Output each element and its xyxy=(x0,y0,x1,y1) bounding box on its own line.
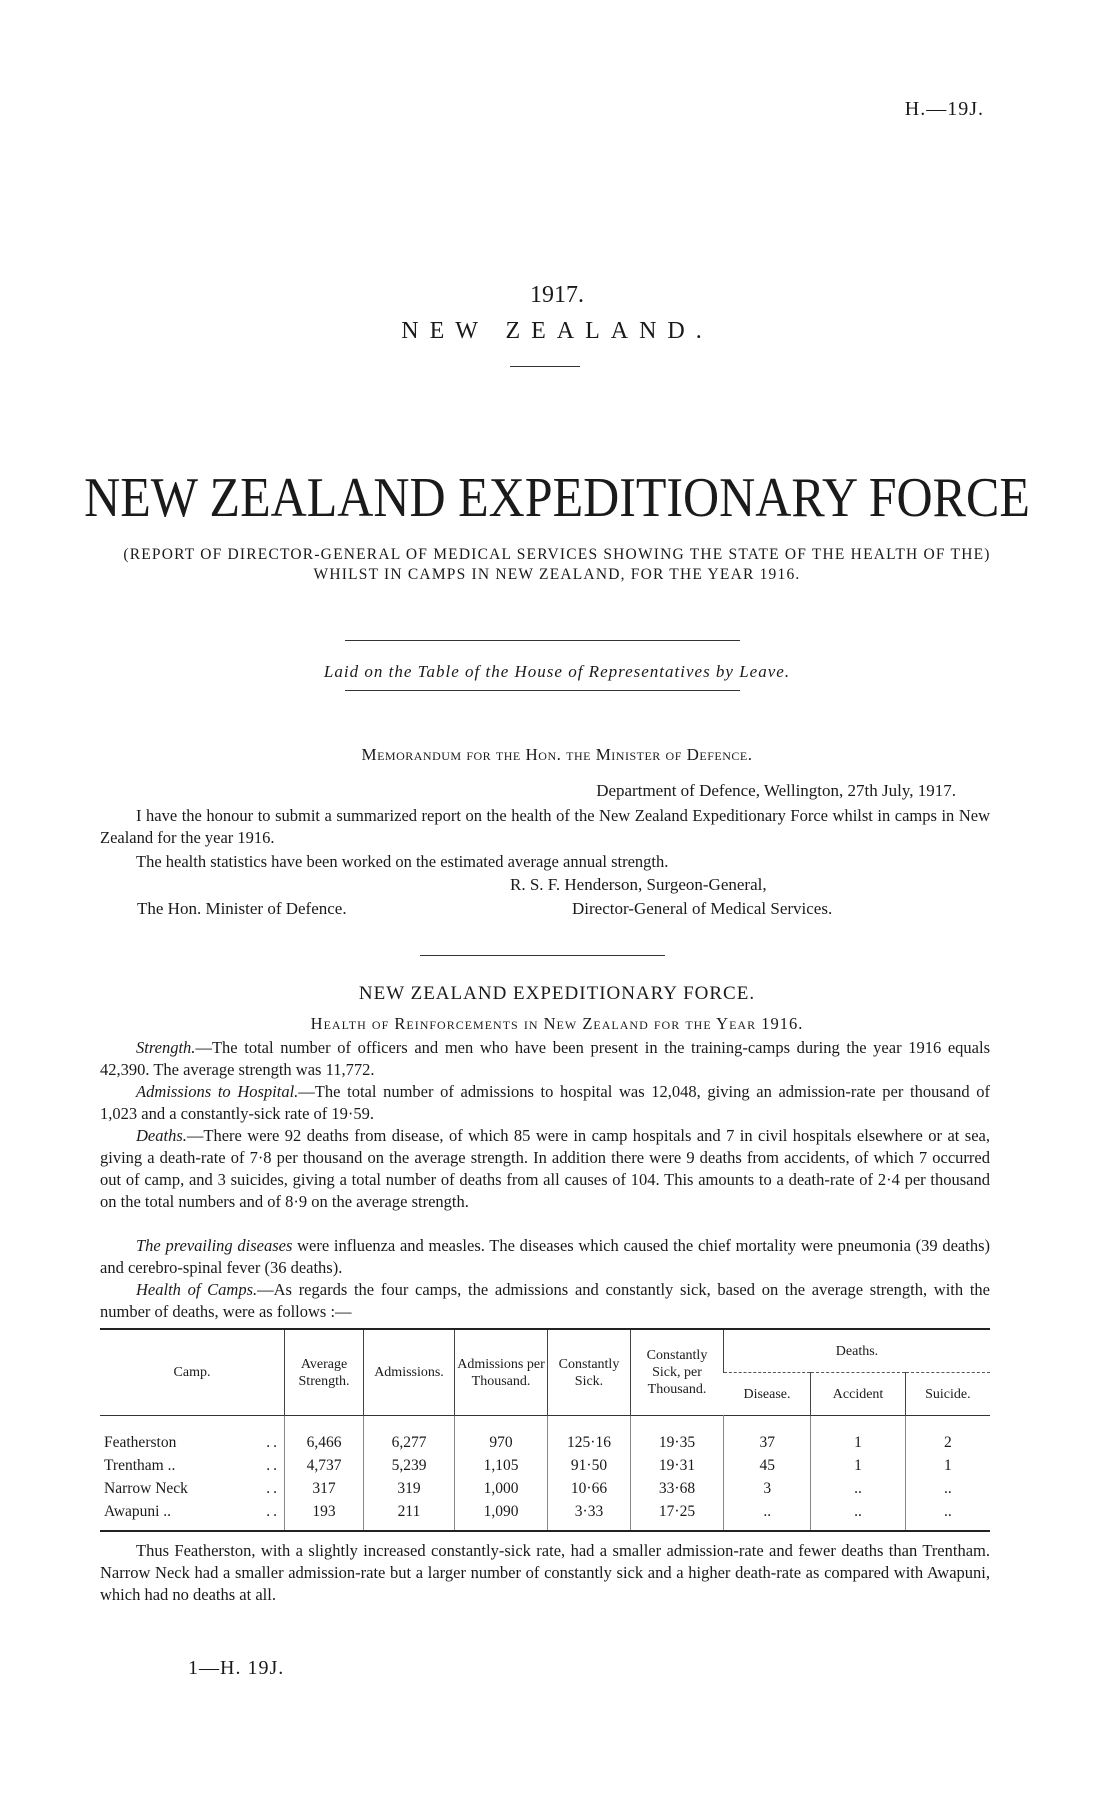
header-sick-per-thousand: Constantly Sick, per Thousand. xyxy=(631,1329,724,1416)
cell-admissions: 211 xyxy=(364,1500,455,1531)
cell-deaths-suicide: .. xyxy=(905,1500,990,1531)
section-title: NEW ZEALAND EXPEDITIONARY FORCE. xyxy=(358,983,756,1004)
memo-dateline: Department of Defence, Wellington, 27th July, 1917. xyxy=(596,781,956,800)
cell-sick-per-thousand: 19·35 xyxy=(631,1416,724,1455)
cell-admissions-per-thousand: 970 xyxy=(455,1416,548,1455)
cell-deaths-disease: 37 xyxy=(724,1416,811,1455)
memo-signature: R. S. F. Henderson, Surgeon-General, xyxy=(510,875,767,894)
header-deaths: Deaths. xyxy=(724,1329,991,1373)
camp-name: Awapuni .. xyxy=(104,1503,172,1520)
section-subtitle: Health of Reinforcements in New Zealand for the Year 1916. xyxy=(310,1014,804,1033)
cell-constantly-sick: 3·33 xyxy=(548,1500,631,1531)
table-row xyxy=(100,1500,990,1531)
deaths-label: Deaths. xyxy=(136,1126,187,1145)
header-constantly-sick: Constantly Sick. xyxy=(548,1329,631,1416)
leader-dots: .. xyxy=(266,1503,280,1520)
admissions-label: Admissions to Hospital. xyxy=(136,1082,299,1101)
cell-deaths-disease: 45 xyxy=(724,1454,811,1477)
cell-sick-per-thousand: 17·25 xyxy=(631,1500,724,1531)
cell-deaths-suicide: 1 xyxy=(905,1454,990,1477)
memo-paragraph: I have the honour to submit a summarized report on the health of the New Zealand Expeditionary Force whilst in camps in New Zealand for the year 1916. xyxy=(100,806,990,847)
header-admissions: Admissions. xyxy=(364,1329,455,1416)
cell-admissions: 5,239 xyxy=(364,1454,455,1477)
diseases-text: were influenza and measles. The diseases which caused the chief mortality were pneumonia (39 deaths) and cerebro-spinal fever (36 deaths). xyxy=(100,1236,990,1277)
cell-average-strength: 6,466 xyxy=(285,1416,364,1455)
divider xyxy=(420,955,665,956)
country-heading: NEW ZEALAND. xyxy=(401,318,713,344)
divider xyxy=(345,690,740,691)
camps-label: Health of Camps. xyxy=(136,1280,258,1299)
cell-constantly-sick: 10·66 xyxy=(548,1477,631,1500)
deaths-text: —There were 92 deaths from disease, of which 85 were in camp hospitals and 7 in civil hospitals elsewhere or at sea, giving a death-rate of 7·8 per thousand on the average strength. In addition there were 9 deaths from accidents, of which 7 occurred out of camp, and 3 suicides, giving a total number of deaths from all causes of 104. This amounts to a death-rate of 2·4 per thousand on the total numbers and of 8·9 on the average strength. xyxy=(100,1126,990,1211)
header-camp: Camp. xyxy=(173,1365,211,1380)
cell-average-strength: 317 xyxy=(285,1477,364,1500)
divider xyxy=(510,366,580,367)
camp-health-table xyxy=(100,1328,990,1532)
cell-deaths-disease: 3 xyxy=(724,1477,811,1500)
cell-deaths-disease: .. xyxy=(724,1500,811,1531)
cell-sick-per-thousand: 19·31 xyxy=(631,1454,724,1477)
cell-admissions-per-thousand: 1,105 xyxy=(455,1454,548,1477)
admissions-paragraph xyxy=(100,1081,990,1125)
cell-constantly-sick: 125·16 xyxy=(548,1416,631,1455)
conclusion-paragraph: Thus Featherston, with a slightly increased constantly-sick rate, had a smaller admission-rate and fewer deaths than Trentham. Narrow Neck had a smaller admission-rate but a larger number of constantly sick and a higher death-rate as compared with Awapuni, which had no deaths at all. xyxy=(100,1541,990,1604)
page-footer: 1—H. 19J. xyxy=(188,1657,285,1679)
camps-text: —As regards the four camps, the admissions and constantly sick, based on the average strength, with the number of deaths, were as follows :— xyxy=(100,1280,990,1321)
diseases-paragraph xyxy=(100,1235,990,1279)
table-row xyxy=(100,1416,990,1455)
deaths-paragraph xyxy=(100,1125,990,1213)
table-row xyxy=(100,1454,990,1477)
cell-average-strength: 4,737 xyxy=(285,1454,364,1477)
document-year: 1917. xyxy=(530,282,584,308)
strength-paragraph xyxy=(100,1037,990,1081)
header-disease: Disease. xyxy=(724,1373,811,1416)
admissions-text: —The total number of admissions to hospital was 12,048, giving an admission-rate per thousand of 1,023 and a constantly-sick rate of 19·59. xyxy=(100,1082,990,1123)
divider xyxy=(345,640,740,641)
cell-admissions-per-thousand: 1,000 xyxy=(455,1477,548,1500)
cell-admissions-per-thousand: 1,090 xyxy=(455,1500,548,1531)
cell-average-strength: 193 xyxy=(285,1500,364,1531)
cell-deaths-accident: 1 xyxy=(811,1454,905,1477)
leader-dots: .. xyxy=(266,1434,280,1451)
cell-deaths-accident: .. xyxy=(811,1477,905,1500)
laid-on-table-note: Laid on the Table of the House of Representatives by Leave. xyxy=(323,662,791,681)
header-admissions-per-thousand: Admissions per Thousand. xyxy=(455,1329,548,1416)
memo-addressee: The Hon. Minister of Defence. xyxy=(137,899,347,918)
document-subtitle: (REPORT OF DIRECTOR-GENERAL OF MEDICAL SERVICES SHOWING THE STATE OF THE HEALTH OF THE) WHILST IN CAMPS IN NEW ZEALAND, FOR THE YEAR 1916. xyxy=(123,546,991,583)
memo-signature-title: Director-General of Medical Services. xyxy=(572,899,833,918)
camp-name: Narrow Neck xyxy=(104,1480,188,1497)
memorandum-heading: Memorandum for the Hon. the Minister of Defence. xyxy=(361,745,753,764)
camp-name: Trentham .. xyxy=(104,1457,176,1474)
leader-dots: .. xyxy=(266,1480,280,1497)
cell-deaths-suicide: 2 xyxy=(905,1416,990,1455)
memo-paragraph: The health statistics have been worked on the estimated average annual strength. xyxy=(136,852,669,871)
cell-admissions: 6,277 xyxy=(364,1416,455,1455)
cell-camp xyxy=(100,1500,285,1531)
diseases-label: The prevailing diseases xyxy=(136,1236,293,1255)
document-title: NEW ZEALAND EXPEDITIONARY FORCE xyxy=(84,465,1030,529)
cell-deaths-accident: 1 xyxy=(811,1416,905,1455)
strength-label: Strength. xyxy=(136,1038,196,1057)
camps-paragraph xyxy=(100,1279,990,1323)
cell-deaths-accident: .. xyxy=(811,1500,905,1531)
leader-dots: .. xyxy=(266,1457,280,1474)
cell-sick-per-thousand: 33·68 xyxy=(631,1477,724,1500)
cell-constantly-sick: 91·50 xyxy=(548,1454,631,1477)
strength-text: —The total number of officers and men who have been present in the training-camps during the year 1916 equals 42,390. The average strength was 11,772. xyxy=(100,1038,990,1079)
cell-deaths-suicide: .. xyxy=(905,1477,990,1500)
camp-name: Featherston xyxy=(104,1434,177,1451)
cell-camp xyxy=(100,1416,285,1455)
header-suicide: Suicide. xyxy=(905,1373,990,1416)
cell-camp xyxy=(100,1454,285,1477)
table-row xyxy=(100,1477,990,1500)
cell-camp xyxy=(100,1477,285,1500)
cell-admissions: 319 xyxy=(364,1477,455,1500)
header-accident: Accident xyxy=(811,1373,905,1416)
header-average-strength: Average Strength. xyxy=(285,1329,364,1416)
page-reference: H.—19J. xyxy=(904,98,984,120)
